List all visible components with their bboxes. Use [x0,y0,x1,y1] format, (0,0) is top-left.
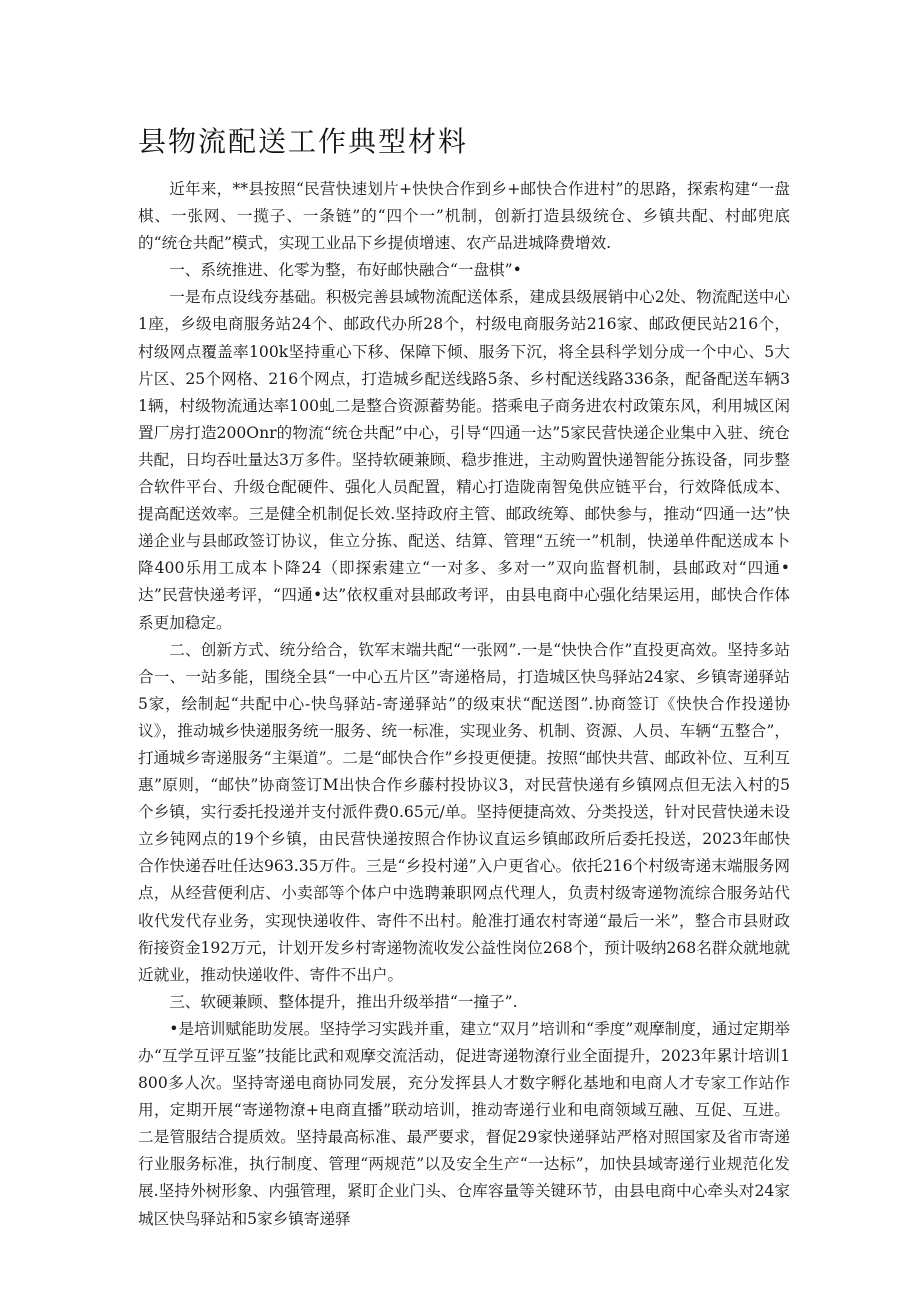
document-body [138,176,790,1233]
paragraph-section-1: 一是布点设线夯基础。积极完善县域物流配送体系，建成县级展销中心2处、物流配送中心1座，乡级电商服务站24个、邮政代办所28个，村级电商服务站216家、邮政便民站216个，村级网点覆盖率100k坚持重心下移、保障下倾、服务下沉，将全县科学划分成一个中心、5大片区、25个网格、216个网点，打造城乡配送线路5条、乡村配送线路336条，配备配送车辆31辆，村级物流通达率100虬二是整合资源蓄势能。搭乘电子商务进农村政策东风，利用城区闲置厂房打造200Onr的物流“统仓共配”中心，引导“四通一达”5家民营快递企业集中入驻、统仓共配，日均吞吐量达3万多件。坚持软硬兼顾、稳步推进，主动购置快递智能分拣设备，同步整合软件平台、升级仓配硬件、强化人员配置，精心打造陇南智兔供应链平台，行效降低成本、提高配送效率。三是健全机制促长效.坚持政府主管、邮政统筹、邮快参与，推动“四通一达”快递企业与县邮政签订协议，隹立分拣、配送、结算、管理“五统一”机制，快递单件配送成本卜降400乐用工成本卜降24（即探索建立“一对多、多对一”双向监督机制，县邮政对“四通•达”民营快递考评，“四通•达”依权重对县邮政考评，由县电商中心强化结果运用，邮快合作体系更加稳定。 [138,288,790,632]
paragraph-intro: 近年来，**县按照“民营快速划片+快快合作到乡+邮快合作进村”的思路，探索构建“一盘棋、一张网、一揽子、一条链”的“四个一”机制，创新打造县级统仓、乡镇共配、村邮兜底的“统仓共配”模式，实现工业品下乡提侦增速、农产品进城降费增效. [138,180,790,253]
section-heading-1: 一、系统推进、化零为整，布好邮快融合“一盘棋”• [169,261,522,280]
paragraph-section-2: 二、创新方式、统分给合，钦军末端共配“一张网”.一是“快快合作”直投更高效。坚持多站合一、一站多能，围绕全县“一中心五片区”寄递格局，打造城区快鸟驿站24家、乡镇寄递驿站5家，绘制起“共配中心-快鸟驿站-寄递驿站”的级束状“配送图”.协商签订《快快合作投递协议》，推动城乡快递服务统一服务、统一标准，实现业务、机制、资源、人员、车辆“五整合”，打通城乡寄递服务“主渠道”。二是“邮快合作”乡投更便捷。按照“邮快共营、邮政补位、互利互惠”原则，“邮快”协商签订M出快合作乡藤村投协议3，对民营快递有乡镇网点但无法入村的5个乡镇，实行委托投递并支付派件费0.65元/单。坚持便捷高效、分类投送，针对民营快递未设立乡钝网点的19个乡镇，由民营快递按照合作协议直运乡镇邮政所后委托投送，2023年邮快合作快递吞吐任达963.35万件。三是“乡投村递”入户更省心。依托216个村级寄递末端服务网点，从经营便利店、小卖部等个体户中选聘兼职网点代理人，负责村级寄递物流综合服务站代收代发代存业务，实现快递收件、寄件不出村。舱准打通农村寄递“最后一米”，整合市县财政衔接资金192万元，计划开发乡村寄递物流收发公益性岗位268个，预计吸纳268名群众就地就近就业，推动快递收件、寄件不出户。 [138,640,790,984]
document-title: 县物流配送工作典型材料 [138,125,469,158]
section-heading-3: 三、软硬兼顾、整体提升，推出升级举措“一撞子”. [169,992,518,1011]
paragraph-section-3: •是培训赋能助发展。坚持学习实践并重，建立“双月”培训和“季度”观摩制度，通过定期举办“互学互评互鉴”技能比武和观摩交流活动，促进寄递物潦行业全面提升，2023年累计培训1800多人次。坚持寄递电商协同发展，充分发挥县人才数字孵化基地和电商人才专家工作站作用，定期开展“寄递物潦+电商直播”联动培训，推动寄递行业和电商领域互融、互促、互进。二是管服结合提质效。坚持最高标准、最严要求，督促29家快递驿站严格对照国家及省市寄递行业服务标准，执行制度、管理“两规范”以及安全生产“一达标”，加快县域寄递行业规范化发展.坚持外树形象、内强管理，紧盯企业门头、仓库容量等关键环节，由县电商中心牵头对24家城区快鸟驿站和5家乡镇寄递驿 [138,1019,790,1228]
